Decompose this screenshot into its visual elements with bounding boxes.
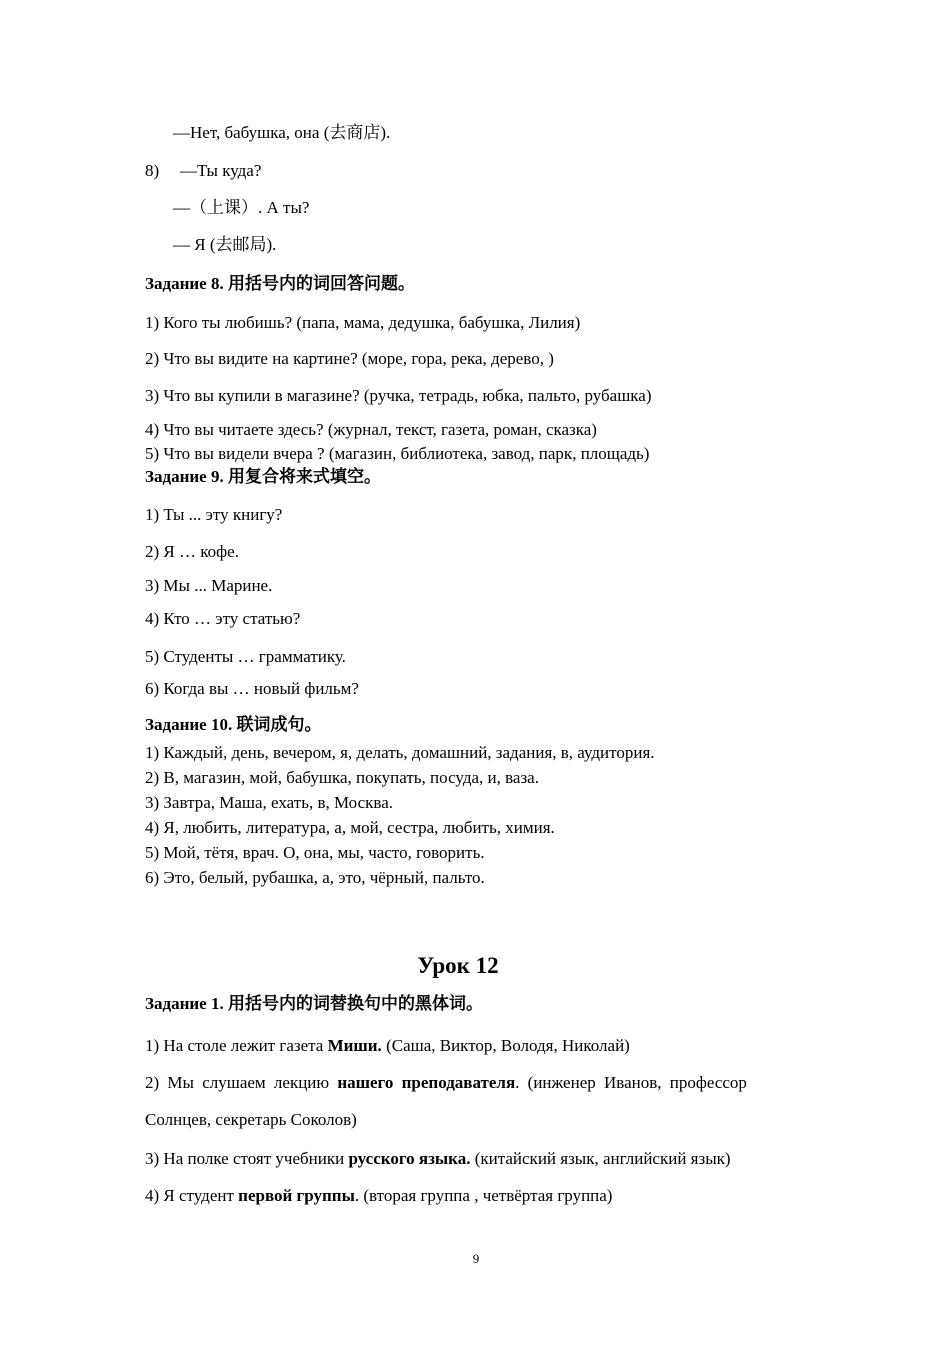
dialog-line: — Я (去邮局). xyxy=(173,235,277,254)
bold-word: нашего преподавателя xyxy=(337,1073,516,1092)
list-item: 3) Мы ... Марине. xyxy=(145,576,273,595)
bold-word: Миши. xyxy=(327,1036,382,1055)
task-heading: Задание 1. 用括号内的词替换句中的黑体词。 xyxy=(145,994,483,1013)
list-item: 5) Что вы видели вчера ? (магазин, библиотека, завод, парк, площадь) xyxy=(145,444,650,463)
list-item: 4) Я студент первой группы. (вторая группа , четвёртая группа) xyxy=(145,1186,613,1205)
list-item: 6) Это, белый, рубашка, а, это, чёрный, пальто. xyxy=(145,868,485,887)
list-item-continuation: Солнцев, секретарь Соколов) xyxy=(145,1110,357,1129)
list-item: 4) Кто … эту статью? xyxy=(145,609,301,628)
list-item: 5) Студенты … грамматику. xyxy=(145,647,346,666)
list-item: 3) На полке стоят учебники русского языка. (китайский язык, английский язык) xyxy=(145,1149,731,1168)
list-item: 1) Ты ... эту книгу? xyxy=(145,505,283,524)
list-item: 4) Я, любить, литература, а, мой, сестра, любить, химия. xyxy=(145,818,555,837)
task-heading: Задание 8. 用括号内的词回答问题。 xyxy=(145,274,415,293)
list-item: 5) Мой, тётя, врач. О, она, мы, часто, говорить. xyxy=(145,843,485,862)
task-heading: Задание 10. 联词成句。 xyxy=(145,715,322,734)
list-item: 6) Когда вы … новый фильм? xyxy=(145,679,359,698)
list-item: 1) Каждый, день, вечером, я, делать, домашний, задания, в, аудитория. xyxy=(145,743,655,762)
list-item: 3) Что вы купили в магазине? (ручка, тетрадь, юбка, пальто, рубашка) xyxy=(145,386,652,405)
list-item: 1) Кого ты любишь? (папа, мама, дедушка, бабушка, Лилия) xyxy=(145,313,581,332)
dialog-line: —Нет, бабушка, она (去商店). xyxy=(173,123,391,142)
list-item: 4) Что вы читаете здесь? (журнал, текст, газета, роман, сказка) xyxy=(145,420,597,439)
task-heading: Задание 9. 用复合将来式填空。 xyxy=(145,467,381,486)
dialog-line: —Ты куда? xyxy=(180,161,262,180)
page-number: 9 xyxy=(472,1251,480,1266)
dialog-line: —（上课）. А ты? xyxy=(173,198,310,217)
list-item: 2) Мы слушаем лекцию нашего преподавателя. (инженер Иванов, профессор xyxy=(145,1073,747,1092)
lesson-title: Урок 12 xyxy=(417,953,499,978)
list-item: 3) Завтра, Маша, ехать, в, Москва. xyxy=(145,793,393,812)
bold-word: русского языка. xyxy=(348,1149,471,1168)
exercise-number: 8) xyxy=(145,161,160,180)
list-item: 1) На столе лежит газета Миши. (Саша, Виктор, Володя, Николай) xyxy=(145,1036,630,1055)
bold-word: первой группы xyxy=(238,1186,355,1205)
list-item: 2) В, магазин, мой, бабушка, покупать, посуда, и, ваза. xyxy=(145,768,539,787)
list-item: 2) Что вы видите на картине? (море, гора, река, дерево, ) xyxy=(145,349,554,368)
list-item: 2) Я … кофе. xyxy=(145,542,239,561)
